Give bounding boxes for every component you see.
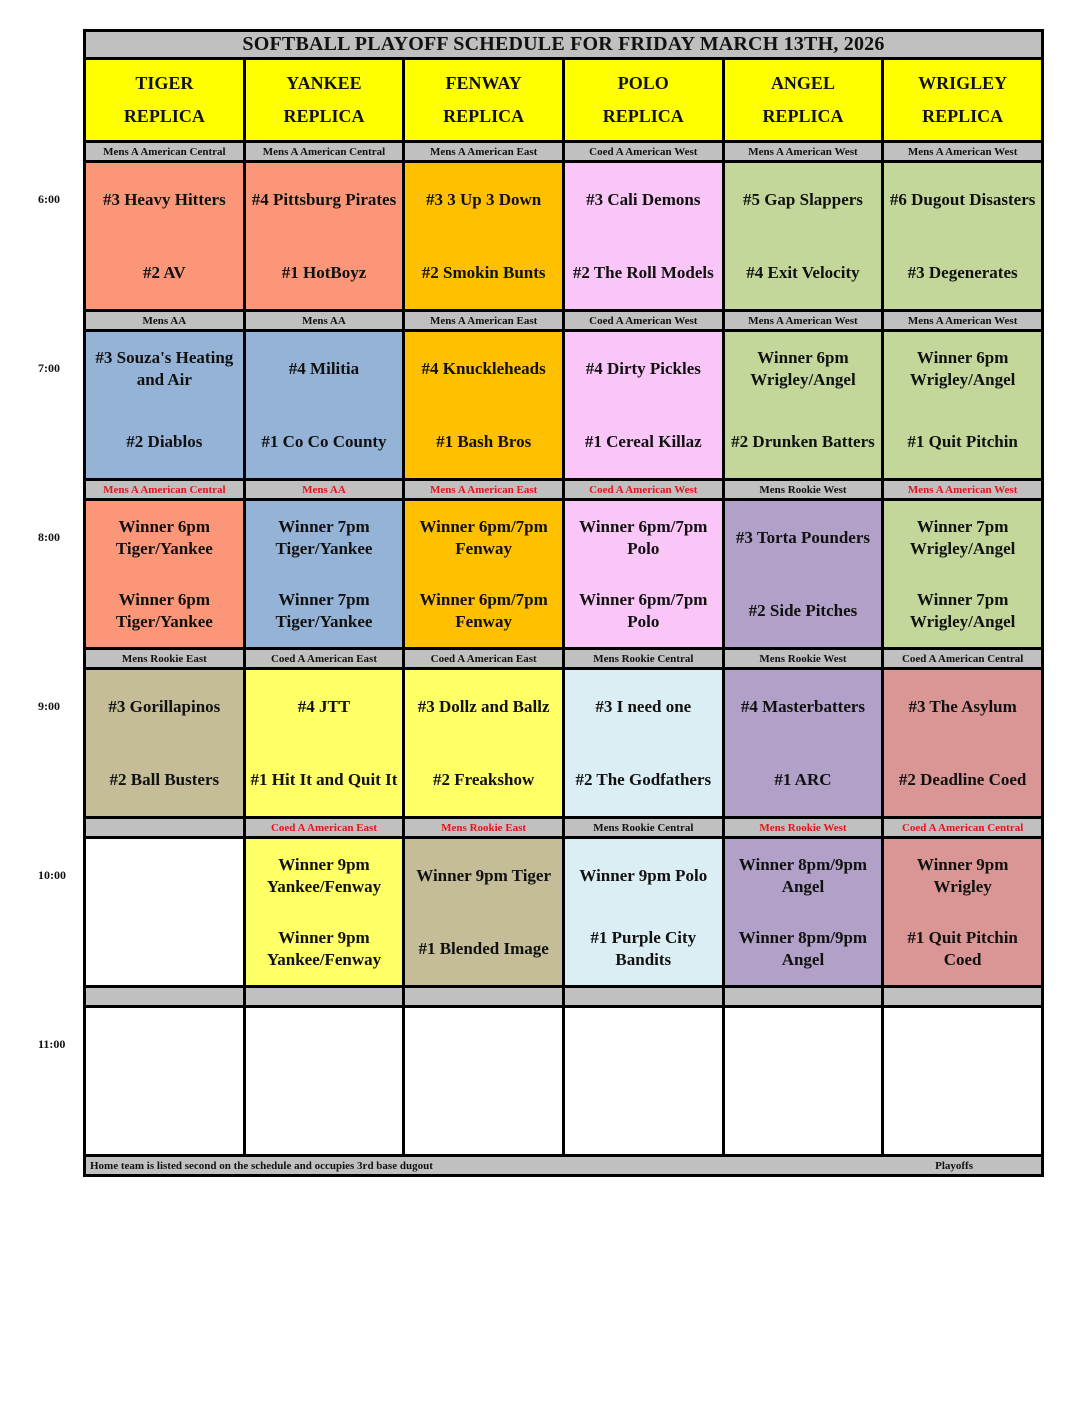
matchup (86, 670, 243, 816)
division-label: Mens AA (85, 311, 245, 331)
division-label: Mens A American West (883, 311, 1043, 331)
field-subtitle: REPLICA (762, 106, 844, 126)
division-label (883, 987, 1043, 1007)
home-team: Winner 6pm/7pm Polo (579, 589, 708, 631)
matchup (565, 332, 722, 478)
game-row (85, 838, 1043, 987)
division-label: Mens Rookie West (723, 480, 883, 500)
division-label: Mens A American West (883, 142, 1043, 162)
home-team: #2 The Roll Models (572, 262, 714, 282)
away-team: #3 Souza's Heating and Air (95, 347, 234, 389)
game-cell (883, 838, 1043, 987)
matchup (246, 1008, 403, 1154)
field-header-polo (563, 59, 723, 142)
game-cell (883, 669, 1043, 818)
matchup (884, 332, 1041, 478)
division-label: Mens A American West (723, 142, 883, 162)
home-team: #2 Drunken Batters (731, 431, 875, 451)
home-team: #2 Side Pitches (748, 600, 858, 620)
home-team: Winner 7pm Tiger/Yankee (275, 589, 373, 631)
division-label: Coed A American East (404, 649, 564, 669)
field-subtitle: REPLICA (283, 106, 365, 126)
game-cell (563, 669, 723, 818)
away-team: #3 Heavy Hitters (102, 189, 226, 209)
game-row (85, 669, 1043, 818)
away-team (86, 839, 243, 912)
away-team: Winner 6pm/7pm Fenway (419, 516, 548, 558)
matchup (565, 163, 722, 309)
schedule-title: SOFTBALL PLAYOFF SCHEDULE FOR FRIDAY MARCH 13TH, 2026 (85, 31, 1043, 59)
division-label: Mens A American East (404, 142, 564, 162)
away-team: #3 3 Up 3 Down (426, 189, 542, 209)
home-team: #1 Quit Pitchin Coed (907, 927, 1018, 969)
field-subtitle: REPLICA (922, 106, 1004, 126)
matchup (884, 163, 1041, 309)
home-team: #2 AV (142, 262, 186, 282)
home-team: #1 Bash Bros (436, 431, 532, 451)
schedule-table (83, 29, 1044, 1177)
home-team (725, 1081, 882, 1154)
division-label: Coed A American Central (883, 818, 1043, 838)
division-label: Coed A American Central (883, 649, 1043, 669)
away-team: #5 Gap Slappers (742, 189, 863, 209)
time-label: 8:00 (38, 529, 60, 544)
field-name: YANKEE (286, 73, 362, 93)
home-team: #4 Exit Velocity (746, 262, 860, 282)
division-label (85, 987, 245, 1007)
home-team: #1 Purple City Bandits (590, 927, 697, 969)
matchup (86, 839, 243, 985)
matchup (405, 163, 562, 309)
division-label (404, 987, 564, 1007)
away-team (405, 1008, 562, 1081)
division-label: Mens Rookie East (85, 649, 245, 669)
matchup (246, 839, 403, 985)
footer-cell (85, 1156, 1043, 1176)
home-team (86, 912, 243, 985)
away-team (565, 1008, 722, 1081)
away-team: Winner 7pm Wrigley/Angel (909, 516, 1016, 558)
home-team: #1 Cereal Killaz (584, 431, 702, 451)
home-team: #2 Diablos (126, 431, 203, 451)
game-cell (723, 838, 883, 987)
game-cell (723, 500, 883, 649)
field-header-fenway (404, 59, 564, 142)
division-label: Mens A American Central (244, 142, 404, 162)
matchup (725, 670, 882, 816)
game-cell (883, 162, 1043, 311)
division-label: Mens Rookie Central (563, 818, 723, 838)
away-team: Winner 8pm/9pm Angel (738, 854, 868, 896)
field-name: FENWAY (445, 73, 522, 93)
matchup (246, 163, 403, 309)
time-label: 11:00 (38, 1036, 66, 1051)
matchup (725, 332, 882, 478)
division-row (85, 649, 1043, 669)
away-team: #3 Gorillapinos (108, 696, 221, 716)
game-cell (563, 500, 723, 649)
division-label: Mens Rookie East (404, 818, 564, 838)
division-label: Mens A American West (723, 311, 883, 331)
matchup (884, 501, 1041, 647)
home-team: #1 Co Co County (261, 431, 387, 451)
division-label: Mens A American Central (85, 142, 245, 162)
home-team: #1 HotBoyz (281, 262, 367, 282)
division-label: Mens Rookie West (723, 649, 883, 669)
away-team: #4 JTT (297, 696, 351, 716)
division-label (723, 987, 883, 1007)
home-team (86, 1081, 243, 1154)
game-cell (563, 1007, 723, 1156)
field-header-wrigley (883, 59, 1043, 142)
matchup (725, 1008, 882, 1154)
game-cell (244, 838, 404, 987)
matchup (405, 1008, 562, 1154)
away-team: Winner 9pm Tiger (416, 865, 552, 885)
matchup (86, 332, 243, 478)
division-label: Coed A American West (563, 142, 723, 162)
division-row (85, 480, 1043, 500)
matchup (565, 1008, 722, 1154)
game-cell (723, 331, 883, 480)
division-label (244, 987, 404, 1007)
home-team: #2 Freakshow (433, 769, 535, 789)
game-cell (563, 162, 723, 311)
field-name: POLO (617, 73, 669, 93)
away-team: #3 I need one (595, 696, 692, 716)
home-team: #2 The Godfathers (575, 769, 712, 789)
division-row (85, 311, 1043, 331)
home-team (246, 1081, 403, 1154)
away-team: Winner 9pm Yankee/Fenway (266, 854, 382, 896)
division-label: Mens A American Central (85, 480, 245, 500)
away-team: #4 Masterbatters (740, 696, 866, 716)
time-label: 9:00 (38, 698, 60, 713)
game-cell (85, 1007, 245, 1156)
division-label: Coed A American West (563, 480, 723, 500)
matchup (725, 839, 882, 985)
matchup (725, 163, 882, 309)
away-team: Winner 9pm Wrigley (916, 854, 1009, 896)
field-subtitle: REPLICA (443, 106, 525, 126)
game-cell (883, 331, 1043, 480)
time-label: 7:00 (38, 360, 60, 375)
footer-row (85, 1156, 1043, 1176)
division-row (85, 142, 1043, 162)
game-row (85, 500, 1043, 649)
field-subtitle: REPLICA (602, 106, 684, 126)
home-team: #1 Hit It and Quit It (250, 769, 398, 789)
away-team: #3 Dollz and Ballz (417, 696, 550, 716)
home-team: Winner 8pm/9pm Angel (738, 927, 868, 969)
away-team: #4 Knuckleheads (421, 358, 546, 378)
home-team (565, 1081, 722, 1154)
division-label: Mens A American East (404, 311, 564, 331)
game-cell (244, 669, 404, 818)
matchup (565, 501, 722, 647)
field-header-yankee (244, 59, 404, 142)
away-team (246, 1008, 403, 1081)
game-cell (723, 162, 883, 311)
game-cell (244, 331, 404, 480)
game-cell (404, 331, 564, 480)
matchup (405, 332, 562, 478)
home-team: #1 ARC (774, 769, 832, 789)
home-team: #1 Blended Image (418, 938, 549, 958)
division-label: Mens AA (244, 311, 404, 331)
division-label: Mens AA (244, 480, 404, 500)
division-label: Mens A American East (404, 480, 564, 500)
footer-note: Home team is listed second on the schedule and occupies 3rd base dugout (90, 1159, 433, 1172)
game-cell (85, 331, 245, 480)
game-cell (244, 500, 404, 649)
away-team: Winner 9pm Polo (579, 865, 708, 885)
game-cell (85, 669, 245, 818)
division-row (85, 987, 1043, 1007)
away-team: #3 Torta Pounders (735, 527, 871, 547)
matchup (405, 501, 562, 647)
matchup (725, 501, 882, 647)
game-cell (404, 500, 564, 649)
away-team (86, 1008, 243, 1081)
matchup (405, 670, 562, 816)
game-cell (85, 838, 245, 987)
away-team: #4 Militia (288, 358, 360, 378)
away-team: Winner 6pm Wrigley/Angel (909, 347, 1016, 389)
home-team (884, 1081, 1041, 1154)
home-team: Winner 7pm Wrigley/Angel (909, 589, 1016, 631)
division-row (85, 818, 1043, 838)
home-team (405, 1081, 562, 1154)
matchup (884, 839, 1041, 985)
field-name: ANGEL (770, 73, 835, 93)
matchup (246, 501, 403, 647)
game-row (85, 331, 1043, 480)
matchup (884, 1008, 1041, 1154)
field-name: TIGER (135, 73, 194, 93)
game-row (85, 1007, 1043, 1156)
division-label: Coed A American East (244, 818, 404, 838)
away-team: #3 Cali Demons (586, 189, 701, 209)
matchup (246, 670, 403, 816)
home-team: #2 Smokin Bunts (421, 262, 546, 282)
game-cell (244, 162, 404, 311)
matchup (86, 1008, 243, 1154)
division-label (563, 987, 723, 1007)
field-name: WRIGLEY (918, 73, 1008, 93)
schedule-sheet (83, 29, 1041, 1177)
game-cell (244, 1007, 404, 1156)
away-team: Winner 6pm Wrigley/Angel (750, 347, 856, 389)
home-team: Winner 9pm Yankee/Fenway (266, 927, 382, 969)
game-cell (404, 669, 564, 818)
game-cell (85, 500, 245, 649)
division-label: Mens Rookie West (723, 818, 883, 838)
footer-label: Playoffs (935, 1159, 973, 1172)
away-team (725, 1008, 882, 1081)
matchup (565, 839, 722, 985)
game-cell (404, 162, 564, 311)
home-team: #3 Degenerates (907, 262, 1018, 282)
time-label: 6:00 (38, 191, 60, 206)
matchup (565, 670, 722, 816)
matchup (405, 839, 562, 985)
home-team: #2 Ball Busters (109, 769, 220, 789)
away-team: #3 The Asylum (908, 696, 1017, 716)
game-cell (85, 162, 245, 311)
home-team: #2 Deadline Coed (898, 769, 1027, 789)
home-team: Winner 6pm/7pm Fenway (419, 589, 548, 631)
game-row (85, 162, 1043, 311)
game-cell (563, 838, 723, 987)
game-cell (404, 838, 564, 987)
division-label: Mens Rookie Central (563, 649, 723, 669)
game-cell (883, 1007, 1043, 1156)
away-team: Winner 6pm Tiger/Yankee (115, 516, 213, 558)
away-team: Winner 6pm/7pm Polo (579, 516, 708, 558)
game-cell (723, 1007, 883, 1156)
matchup (86, 501, 243, 647)
away-team (884, 1008, 1041, 1081)
game-cell (563, 331, 723, 480)
division-label: Coed A American East (244, 649, 404, 669)
time-label: 10:00 (38, 867, 66, 882)
division-label (85, 818, 245, 838)
matchup (884, 670, 1041, 816)
game-cell (404, 1007, 564, 1156)
away-team: Winner 7pm Tiger/Yankee (275, 516, 373, 558)
home-team: Winner 6pm Tiger/Yankee (115, 589, 213, 631)
division-label: Coed A American West (563, 311, 723, 331)
away-team: #4 Pittsburg Pirates (251, 189, 397, 209)
field-header-angel (723, 59, 883, 142)
game-cell (723, 669, 883, 818)
matchup (246, 332, 403, 478)
matchup (86, 163, 243, 309)
division-label: Mens A American West (883, 480, 1043, 500)
field-header-tiger (85, 59, 245, 142)
away-team: #6 Dugout Disasters (889, 189, 1036, 209)
away-team: #4 Dirty Pickles (585, 358, 701, 378)
field-subtitle: REPLICA (123, 106, 205, 126)
home-team: #1 Quit Pitchin (907, 431, 1018, 451)
game-cell (883, 500, 1043, 649)
